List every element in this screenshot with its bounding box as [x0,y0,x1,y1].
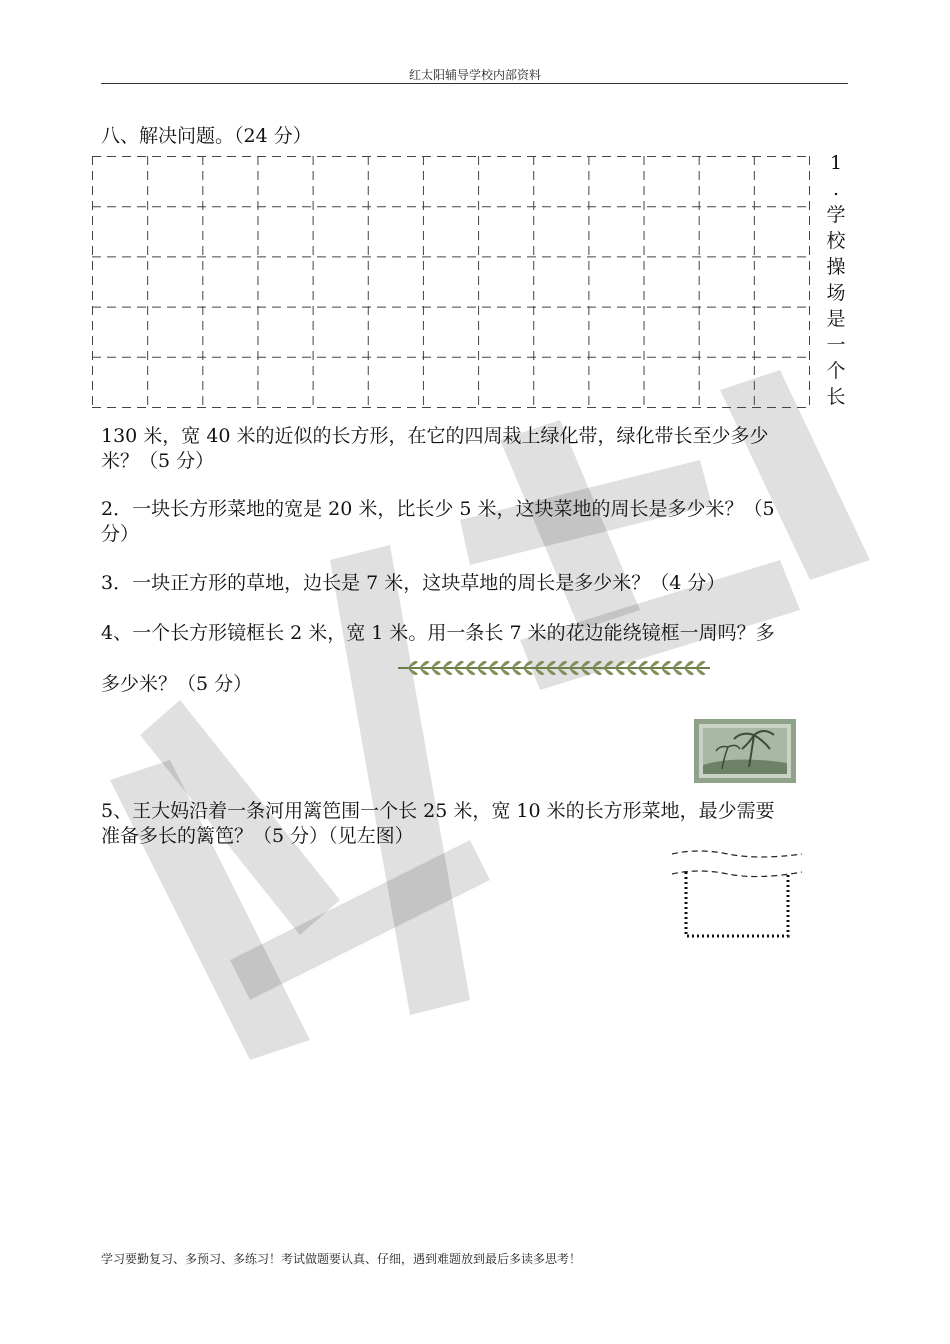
vertical-char: . [832,178,840,200]
vertical-char: 是 [826,308,846,330]
question-4-line-2: 多少米？（5 分） [101,673,253,695]
vertical-char: 个 [826,360,846,382]
picture-frame-image [694,719,796,783]
question-5-line-2: 准备多长的篱笆？（5 分）（见左图） [101,825,414,847]
vertical-char: 1 [829,152,843,174]
vertical-char: 操 [826,256,846,278]
page-footer: 学习要勤复习、多预习、多练习！考试做题要认真、仔细，遇到难题放到最后多读多思考！ [101,1252,582,1266]
question-2-line-2: 分） [101,523,140,545]
section-title: 八、解决问题。（24 分） [101,125,312,147]
question-5-line-1: 5、王大妈沿着一条河用篱笆围一个长 25 米，宽 10 米的长方形菜地，最少需要 [101,800,775,822]
vertical-char: 学 [826,204,846,226]
question-1-vertical-text [824,150,848,410]
question-3: 3．一块正方形的草地，边长是 7 米，这块草地的周长是多少米？（4 分） [101,572,726,594]
question-2-line-1: 2．一块长方形菜地的宽是 20 米，比长少 5 米，这块菜地的周长是多少米？（5 [101,498,775,520]
river-fence-diagram [668,848,808,940]
question-4-line-1: 4、一个长方形镜框长 2 米，宽 1 米。用一条长 7 米的花边能绕镜框一周吗？多 [101,622,775,644]
vertical-char: 长 [826,386,846,408]
page-header: 红太阳辅导学校内部资料 [408,68,541,82]
vertical-char: 场 [826,282,846,304]
vertical-char: 校 [826,230,846,252]
header-divider [101,83,848,84]
question-1-line-2: 米？（5 分） [101,450,215,472]
dashed-grid [92,156,810,408]
question-1-line-1: 130 米，宽 40 米的近似的长方形，在它的四周栽上绿化带，绿化带长至少多少 [101,425,769,447]
vertical-char: 一 [826,334,846,356]
